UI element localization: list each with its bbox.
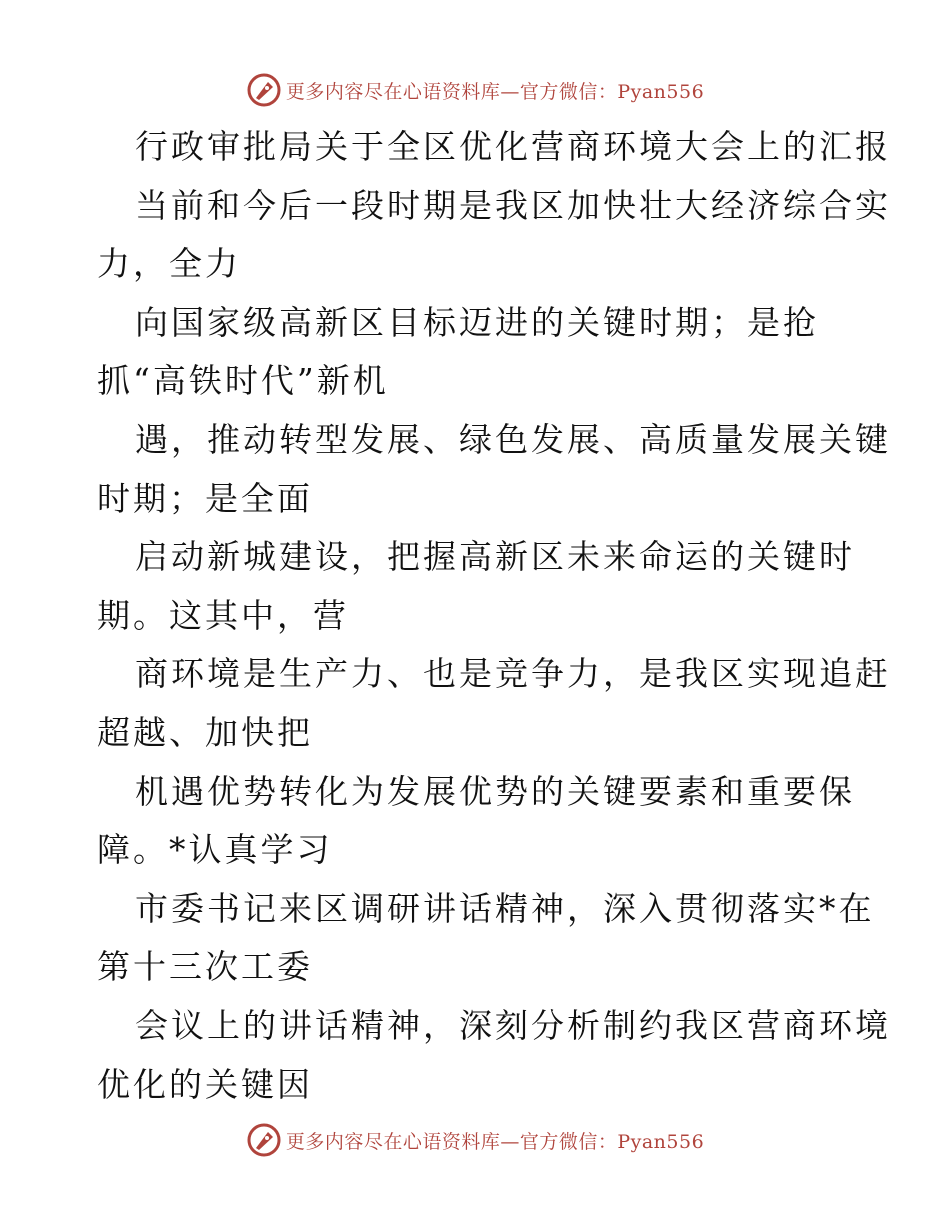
text-line: 当前和今后一段时期是我区加快壮大经济综合实	[135, 185, 891, 225]
text-line: 会议上的讲话精神，深刻分析制约我区营商环境	[135, 1005, 891, 1045]
footer-watermark-text: 更多内容尽在心语资料库—官方微信：Pyan556	[285, 1130, 705, 1153]
text-line: 超越、加快把	[97, 712, 313, 752]
text-line: 向国家级高新区目标迈进的关键时期；是抢	[135, 302, 819, 342]
document-title: 行政审批局关于全区优化营商环境大会上的汇报	[135, 127, 891, 166]
text-line: 启动新城建设，把握高新区未来命运的关键时	[135, 537, 855, 577]
text-line: 商环境是生产力、也是竞争力，是我区实现追赶	[135, 654, 891, 694]
text-line: 抓“高铁时代”新机	[97, 361, 389, 401]
text-line: 机遇优势转化为发展优势的关键要素和重要保	[135, 771, 855, 811]
header-watermark-banner	[0, 70, 950, 110]
pen-nib-logo-icon	[246, 72, 282, 108]
text-line: 遇，推动转型发展、绿色发展、高质量发展关键	[135, 419, 891, 459]
footer-watermark-banner	[0, 1120, 950, 1160]
document-body	[97, 118, 891, 1114]
text-line: 力，全力	[97, 244, 241, 284]
text-line: 时期；是全面	[97, 478, 313, 518]
header-watermark-text: 更多内容尽在心语资料库—官方微信：Pyan556	[285, 80, 705, 103]
text-line: 障。*认真学习	[97, 830, 333, 870]
text-line: 市委书记来区调研讲话精神，深入贯彻落实*在	[135, 888, 875, 928]
text-line: 期。这其中，营	[97, 595, 349, 635]
text-line: 第十三次工委	[97, 947, 313, 987]
text-line: 优化的关键因	[97, 1064, 313, 1104]
pen-nib-logo-icon	[246, 1122, 282, 1158]
